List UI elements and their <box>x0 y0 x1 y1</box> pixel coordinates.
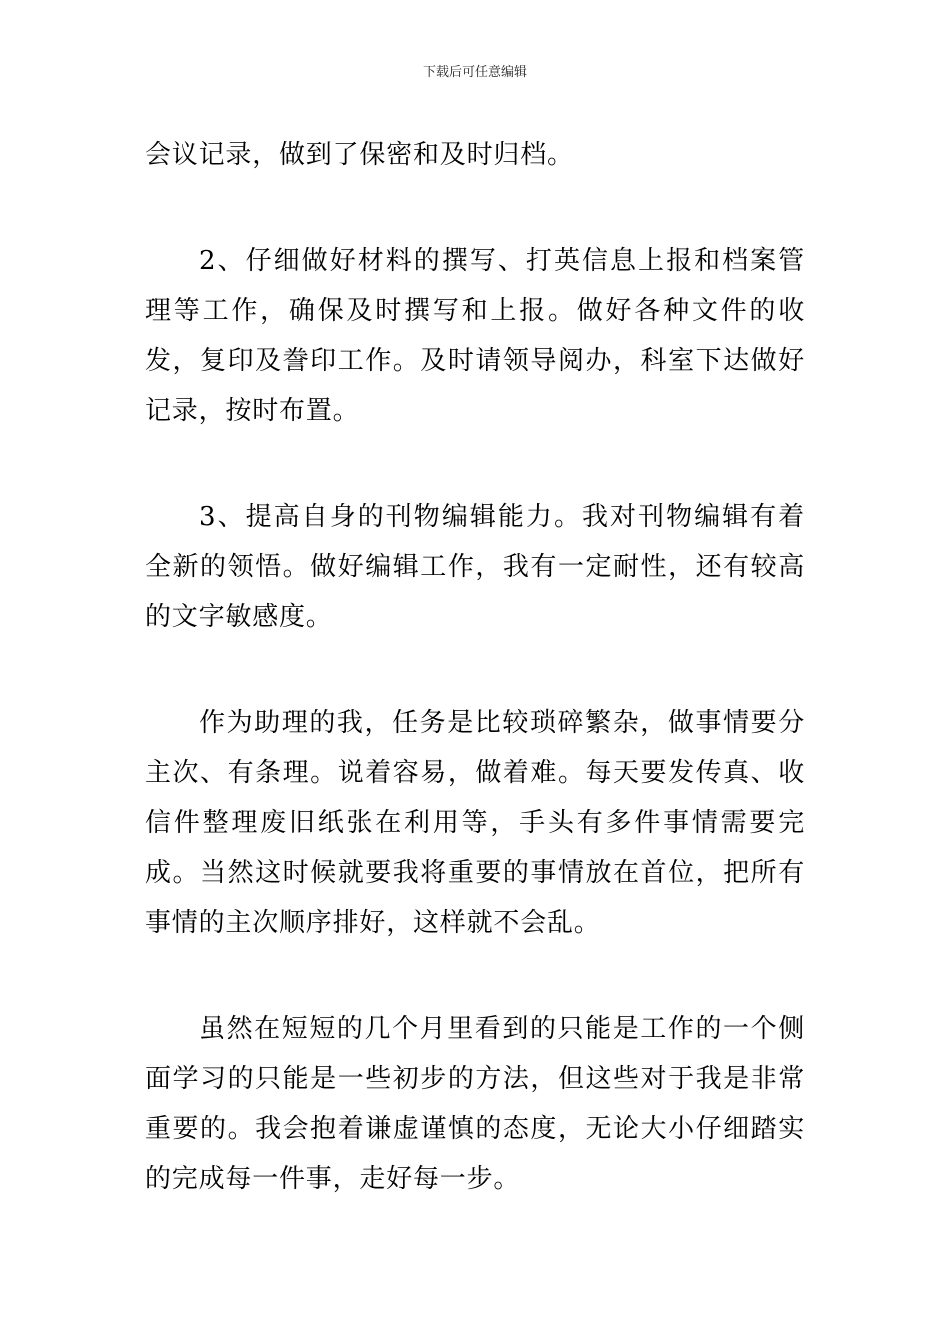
paragraph-conclusion: 虽然在短短的几个月里看到的只能是工作的一个侧面学习的只能是一些初步的方法，但这些对于我是非常重要的。我会抱着谦虚谨慎的态度，无论大小仔细踏实的完成每一件事，走好每一步。 <box>145 1014 805 1194</box>
paragraph-assistant-duties: 作为助理的我，任务是比较琐碎繁杂，做事情要分主次、有条理。说着容易，做着难。每天要发传真、收信件整理废旧纸张在利用等，手头有多件事情需要完成。当然这时候就要我将重要的事情放在首位，把所有事情的主次顺序排好，这样就不会乱。 <box>145 708 805 938</box>
paragraph-continuation: 会议记录，做到了保密和及时归档。 <box>145 140 574 170</box>
page-header-note: 下载后可任意编辑 <box>422 65 527 80</box>
paragraph-item-2: 2、仔细做好材料的撰写、打英信息上报和档案管理等工作，确保及时撰写和上报。做好各种文件的收发，复印及誊印工作。及时请领导阅办，科室下达做好记录，按时布置。 <box>145 246 805 426</box>
paragraph-item-3: 3、提高自身的刊物编辑能力。我对刊物编辑有着全新的领悟。做好编辑工作，我有一定耐性，还有较高的文字敏感度。 <box>145 502 805 632</box>
document-body <box>145 130 805 1204</box>
